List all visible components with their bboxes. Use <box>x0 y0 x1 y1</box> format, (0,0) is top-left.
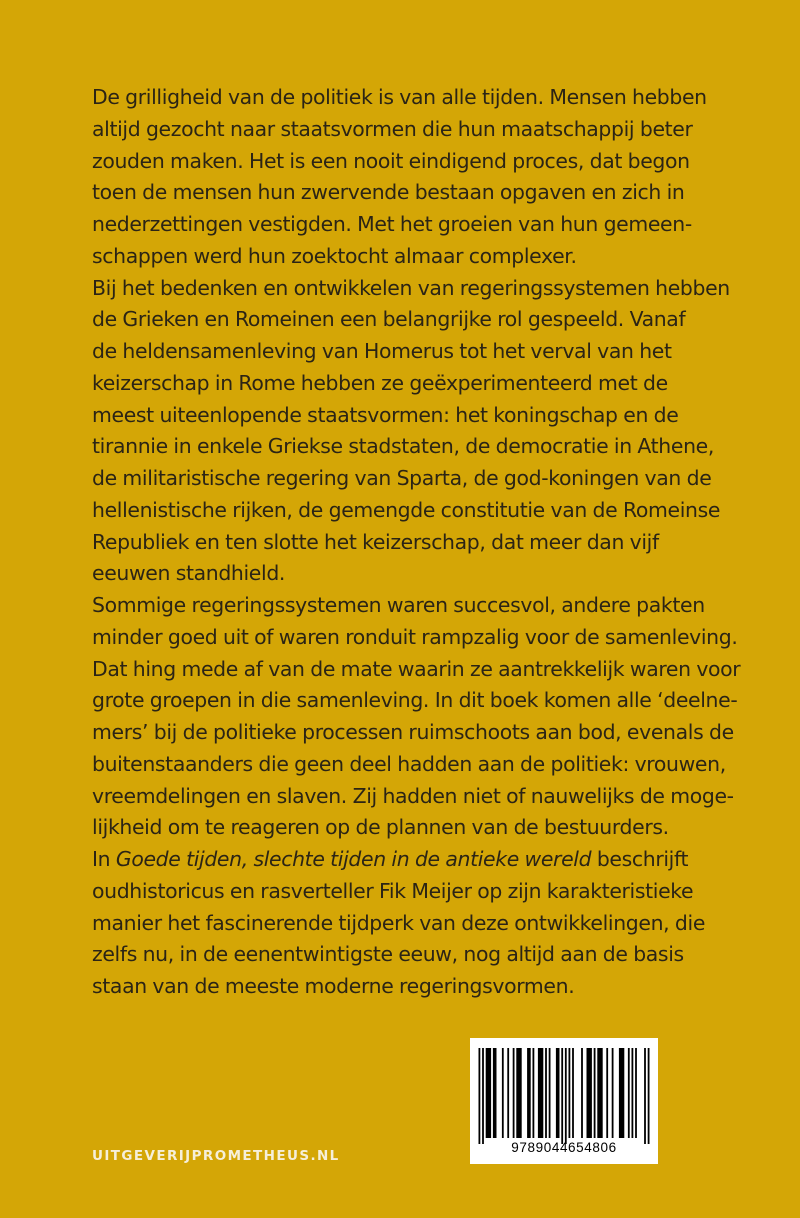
blurb-line: Republiek en ten slotte het keizerschap, dat meer dan vijf <box>92 529 659 554</box>
blurb-line: keizerschap in Rome hebben ze geëxperimenteerd met de <box>92 370 668 395</box>
barcode-bar <box>587 1048 592 1138</box>
barcode-bar <box>632 1048 634 1138</box>
blurb-line: De grilligheid van de politiek is van alle tijden. Mensen hebben <box>92 85 707 109</box>
blurb-line: Dat hing mede af van de mate waarin ze aantrekkelijk waren voor <box>92 656 741 681</box>
blurb-line: staan van de meeste moderne regeringsvormen. <box>92 974 575 998</box>
blurb-line: Bij het bedenken en ontwikkelen van regeringssystemen hebben <box>92 275 730 300</box>
blurb-line: zouden maken. Het is een nooit eindigend proces, dat begon <box>92 148 690 173</box>
isbn-barcode <box>470 1038 658 1164</box>
barcode-bar <box>597 1048 602 1138</box>
barcode-bar <box>556 1048 560 1138</box>
blurb-line: schappen werd hun zoektocht almaar complexer. <box>92 243 577 268</box>
barcode-bar <box>612 1048 614 1138</box>
barcode-bar <box>635 1048 637 1138</box>
blurb-line: de heldensamenleving van Homerus tot het verval van het <box>92 339 672 363</box>
book-title: Goede tijden, slechte tijden in de antieke wereld <box>115 847 592 871</box>
blurb-line: manier het fascinerende tijdperk van deze ontwikkelingen, die <box>92 910 706 935</box>
barcode-bar <box>516 1048 521 1138</box>
barcode-bar <box>644 1048 646 1144</box>
blurb-line <box>92 844 782 876</box>
blurb-line: hellenistische rijken, de gemengde constitutie van de Romeinse <box>92 497 721 522</box>
barcode-bar <box>513 1048 515 1138</box>
barcode-bar <box>569 1048 571 1138</box>
barcode-bar <box>493 1048 497 1138</box>
back-cover-blurb <box>92 82 782 1003</box>
blurb-line: vreemdelingen en slaven. Zij hadden niet of nauwelijks de moge- <box>92 783 734 808</box>
blurb-paragraph-4 <box>92 844 782 1003</box>
blurb-line: nederzettingen vestigden. Met het groeien van hun gemeen- <box>92 212 692 236</box>
blurb-lead-text: In <box>92 847 116 871</box>
barcode-bar <box>527 1048 531 1138</box>
barcode-bar <box>561 1048 563 1144</box>
barcode-bar <box>606 1048 608 1138</box>
blurb-line: Sommige regeringssystemen waren succesvol, andere pakten <box>92 593 705 617</box>
barcode-bar <box>486 1048 491 1138</box>
blurb-line: meest uiteenlopende staatsvormen: het koningschap en de <box>92 402 679 427</box>
blurb-line: tirannie in enkele Griekse stadstaten, de democratie in Athene, <box>92 434 714 459</box>
barcode-bar <box>572 1048 574 1138</box>
barcode-bar <box>545 1048 547 1138</box>
barcode-bar <box>502 1048 504 1138</box>
barcode-bar <box>549 1048 551 1138</box>
barcode-bar <box>538 1048 543 1138</box>
barcode-bar <box>628 1048 630 1138</box>
barcode-bar <box>479 1048 481 1144</box>
barcode-bar <box>648 1048 650 1144</box>
blurb-line: zelfs nu, in de eenentwintigste eeuw, nog altijd aan de basis <box>92 942 684 967</box>
barcode-bar <box>482 1048 484 1144</box>
barcode-bar <box>594 1048 596 1138</box>
blurb-line: lijkheid om te reageren op de plannen van de bestuurders. <box>92 815 669 840</box>
blurb-trail-text: beschrijft <box>591 847 689 871</box>
blurb-line: buitenstaanders die geen deel hadden aan de politiek: vrouwen, <box>92 751 726 776</box>
blurb-line: de militaristische regering van Sparta, de god-koningen van de <box>92 466 712 490</box>
barcode-bar <box>507 1048 509 1138</box>
blurb-line: mers’ bij de politieke processen ruimschoots aan bod, evenals de <box>92 720 734 744</box>
barcode-bar <box>619 1048 624 1138</box>
blurb-line: eeuwen standhield. <box>92 561 286 586</box>
blurb-line: toen de mensen hun zwervende bestaan opgaven en zich in <box>92 180 685 205</box>
barcode-bar <box>565 1048 567 1144</box>
blurb-paragraph-2 <box>92 273 782 591</box>
barcode-bar <box>533 1048 535 1138</box>
blurb-line: altijd gezocht naar staatsvormen die hun maatschappij beter <box>92 116 693 141</box>
barcode-bar <box>581 1048 583 1138</box>
blurb-paragraph-1 <box>92 82 782 273</box>
blurb-line: oudhistoricus en rasverteller Fik Meijer op zijn karakteristieke <box>92 878 694 903</box>
blurb-line: grote groepen in die samenleving. In dit boek komen alle ‘deelne- <box>92 688 738 713</box>
blurb-line: de Grieken en Romeinen een belangrijke rol gespeeld. Vanaf <box>92 307 686 332</box>
publisher-url: UITGEVERIJPROMETHEUS.NL <box>92 1148 340 1164</box>
blurb-paragraph-3 <box>92 590 782 844</box>
isbn-digits: 9789044654806 <box>511 1140 617 1155</box>
blurb-line: minder goed uit of waren ronduit rampzalig voor de samenleving. <box>92 624 738 649</box>
